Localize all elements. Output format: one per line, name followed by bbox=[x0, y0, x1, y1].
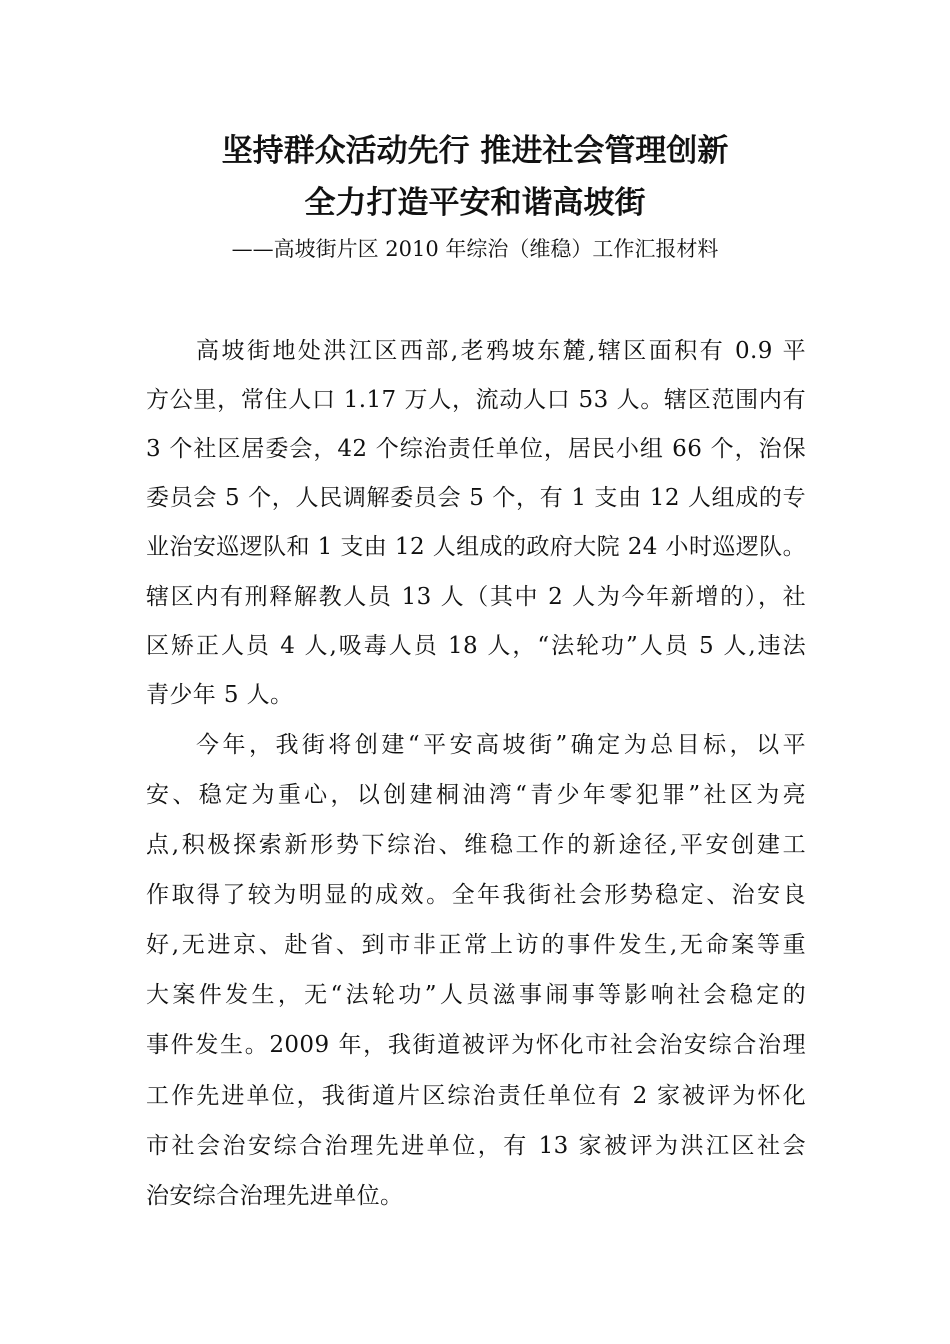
paragraph-line: 大案件发生，无“法轮功”人员滋事闹事等影响社会稳定的 bbox=[146, 982, 806, 1008]
paragraph-line: 市社会治安综合治理先进单位，有 13 家被评为洪江区社会 bbox=[146, 1133, 806, 1159]
document-title-line-1: 坚持群众活动先行 推进社会管理创新 bbox=[221, 133, 729, 169]
paragraph-line: 作取得了较为明显的成效。全年我街社会形势稳定、治安良 bbox=[146, 882, 806, 908]
paragraph-line: 事件发生。2009 年，我街道被评为怀化市社会治安综合治理 bbox=[146, 1032, 806, 1058]
paragraph-line: 好,无进京、赴省、到市非正常上访的事件发生,无命案等重 bbox=[146, 932, 807, 958]
paragraph-line: 青少年 5 人。 bbox=[146, 682, 294, 708]
paragraph-line: 委员会 5 个，人民调解委员会 5 个，有 1 支由 12 人组成的专 bbox=[146, 485, 806, 511]
paragraph-line: 方公里，常住人口 1.17 万人，流动人口 53 人。辖区范围内有 bbox=[146, 387, 806, 413]
paragraph-line: 治安综合治理先进单位。 bbox=[146, 1183, 404, 1209]
paragraph-line: 点,积极探索新形势下综治、维稳工作的新途径,平安创建工 bbox=[146, 832, 807, 858]
paragraph-line: 区矫正人员 4 人,吸毒人员 18 人，“法轮功”人员 5 人,违法 bbox=[146, 633, 806, 659]
paragraph-line: 辖区内有刑释解教人员 13 人（其中 2 人为今年新增的），社 bbox=[146, 584, 806, 610]
paragraph-line: 业治安巡逻队和 1 支由 12 人组成的政府大院 24 小时巡逻队。 bbox=[146, 534, 806, 560]
paragraph-line: 安、稳定为重心，以创建桐油湾“青少年零犯罪”社区为亮 bbox=[146, 782, 806, 808]
paragraph-line: 今年，我街将创建“平安高坡街”确定为总目标，以平 bbox=[196, 732, 806, 758]
paragraph-line: 工作先进单位，我街道片区综治责任单位有 2 家被评为怀化 bbox=[146, 1083, 806, 1109]
paragraph-line: 高坡街地处洪江区西部,老鸦坡东麓,辖区面积有 0.9 平 bbox=[196, 338, 806, 364]
document-title-line-2: 全力打造平安和谐高坡街 bbox=[304, 185, 646, 221]
document-subtitle: ——高坡街片区 2010 年综治（维稳）工作汇报材料 bbox=[231, 237, 719, 261]
paragraph-line: 3 个社区居委会，42 个综治责任单位，居民小组 66 个，治保 bbox=[146, 436, 806, 462]
